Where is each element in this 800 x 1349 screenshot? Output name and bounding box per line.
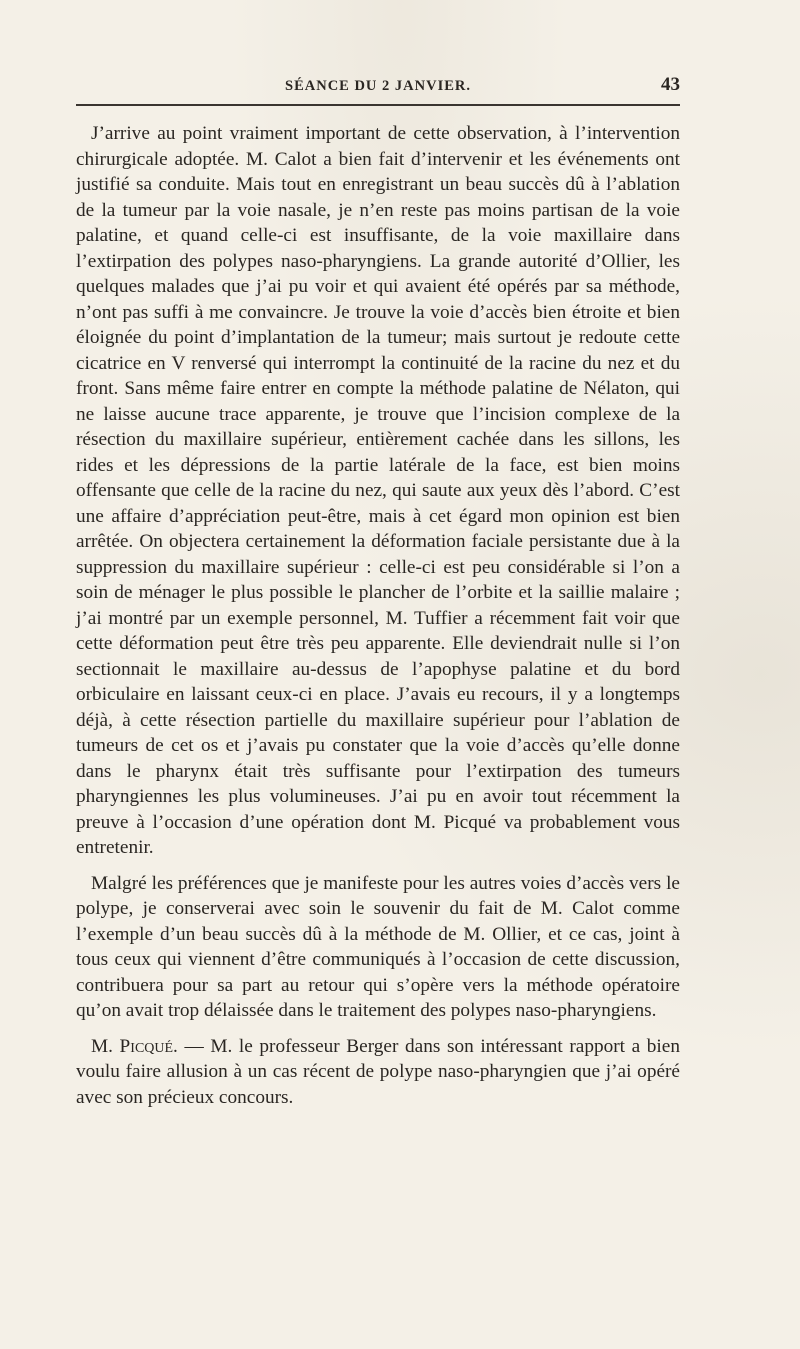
speaker-text: — M. le professeur Berger dans son intéressant rapport a bien voulu faire allusion à un cas récent de polype naso-pharyngien que j’ai opéré avec son précieux concours.: [76, 1035, 680, 1108]
paragraph: [76, 1034, 680, 1111]
running-head: [76, 74, 680, 100]
header-rule: [76, 104, 680, 106]
body-text: [76, 121, 680, 1110]
paragraph: Malgré les préférences que je manifeste pour les autres voies d’accès vers le polype, je conserverai avec soin le souvenir du fait de M. Calot comme l’exemple d’un beau succès dû à la méthode de M. Ollier, et ce cas, joint à tous ceux qui viennent d’être communiqués à l’occasion de cette discussion, contribuera pour sa part au retour qui s’opère vers la méthode opératoire qu’on avait trop délaissée dans le traitement des polypes naso-pharyngiens.: [76, 872, 680, 1021]
page-number: 43: [661, 74, 680, 95]
speaker-name: M. Picqué.: [91, 1035, 178, 1057]
running-title: SÉANCE DU 2 JANVIER.: [285, 78, 471, 94]
paragraph: J’arrive au point vraiment important de cette observation, à l’intervention chirurgicale adoptée. M. Calot a bien fait d’intervenir et les événements ont justifié sa conduite. Mais tout en enregistrant un beau succès dû à l’ablation de la tumeur par la voie nasale, je n’en reste pas moins partisan de la voie palatine, et quand celle-ci est insuffisante, de la voie maxillaire dans l’extirpation des polypes naso-pharyngiens. La grande autorité d’Ollier, les quelques malades que j’ai pu voir et qui avaient été opérés par sa méthode, n’ont pas suffi à me convaincre. Je trouve la voie d’accès bien étroite et bien éloignée du point d’implantation de la tumeur; mais surtout je redoute cette cicatrice en V renversé qui interrompt la continuité de la racine du nez et du front. Sans même faire entrer en compte la méthode palatine de Nélaton, qui ne laisse aucune trace apparente, je trouve que l’incision complexe de la résection du maxillaire supérieur, entièrement cachée dans les sillons, les rides et les dépressions de la partie latérale de la face, est bien moins offensante que celle de la racine du nez, qui saute aux yeux dès l’abord. C’est une affaire d’appréciation peut-être, mais à cet égard mon opinion est bien arrêtée. On objectera certainement la déformation faciale persistante due à la suppression du maxillaire supérieur : celle-ci est peu considérable si l’on a soin de ménager le plus possible le plancher de l’orbite et la saillie malaire ; j’ai montré par un exemple personnel, M. Tuffier a récemment fait voir que cette déformation peut être très peu apparente. Elle deviendrait nulle si l’on sectionnait le maxillaire au-dessus de l’apophyse palatine et du bord orbiculaire en laissant ceux-ci en place. J’avais eu recours, il y a longtemps déjà, à cette résection partielle du maxillaire supérieur pour l’ablation de tumeurs de cet os et j’avais pu constater que la voie d’accès qu’elle donne dans le pharynx était très suffisante pour l’extirpation des tumeurs pharyngiennes les plus volumineuses. J’ai pu en avoir tout récemment la preuve à l’occasion d’une opération dont M. Picqué va probablement vous entretenir.: [76, 123, 680, 858]
